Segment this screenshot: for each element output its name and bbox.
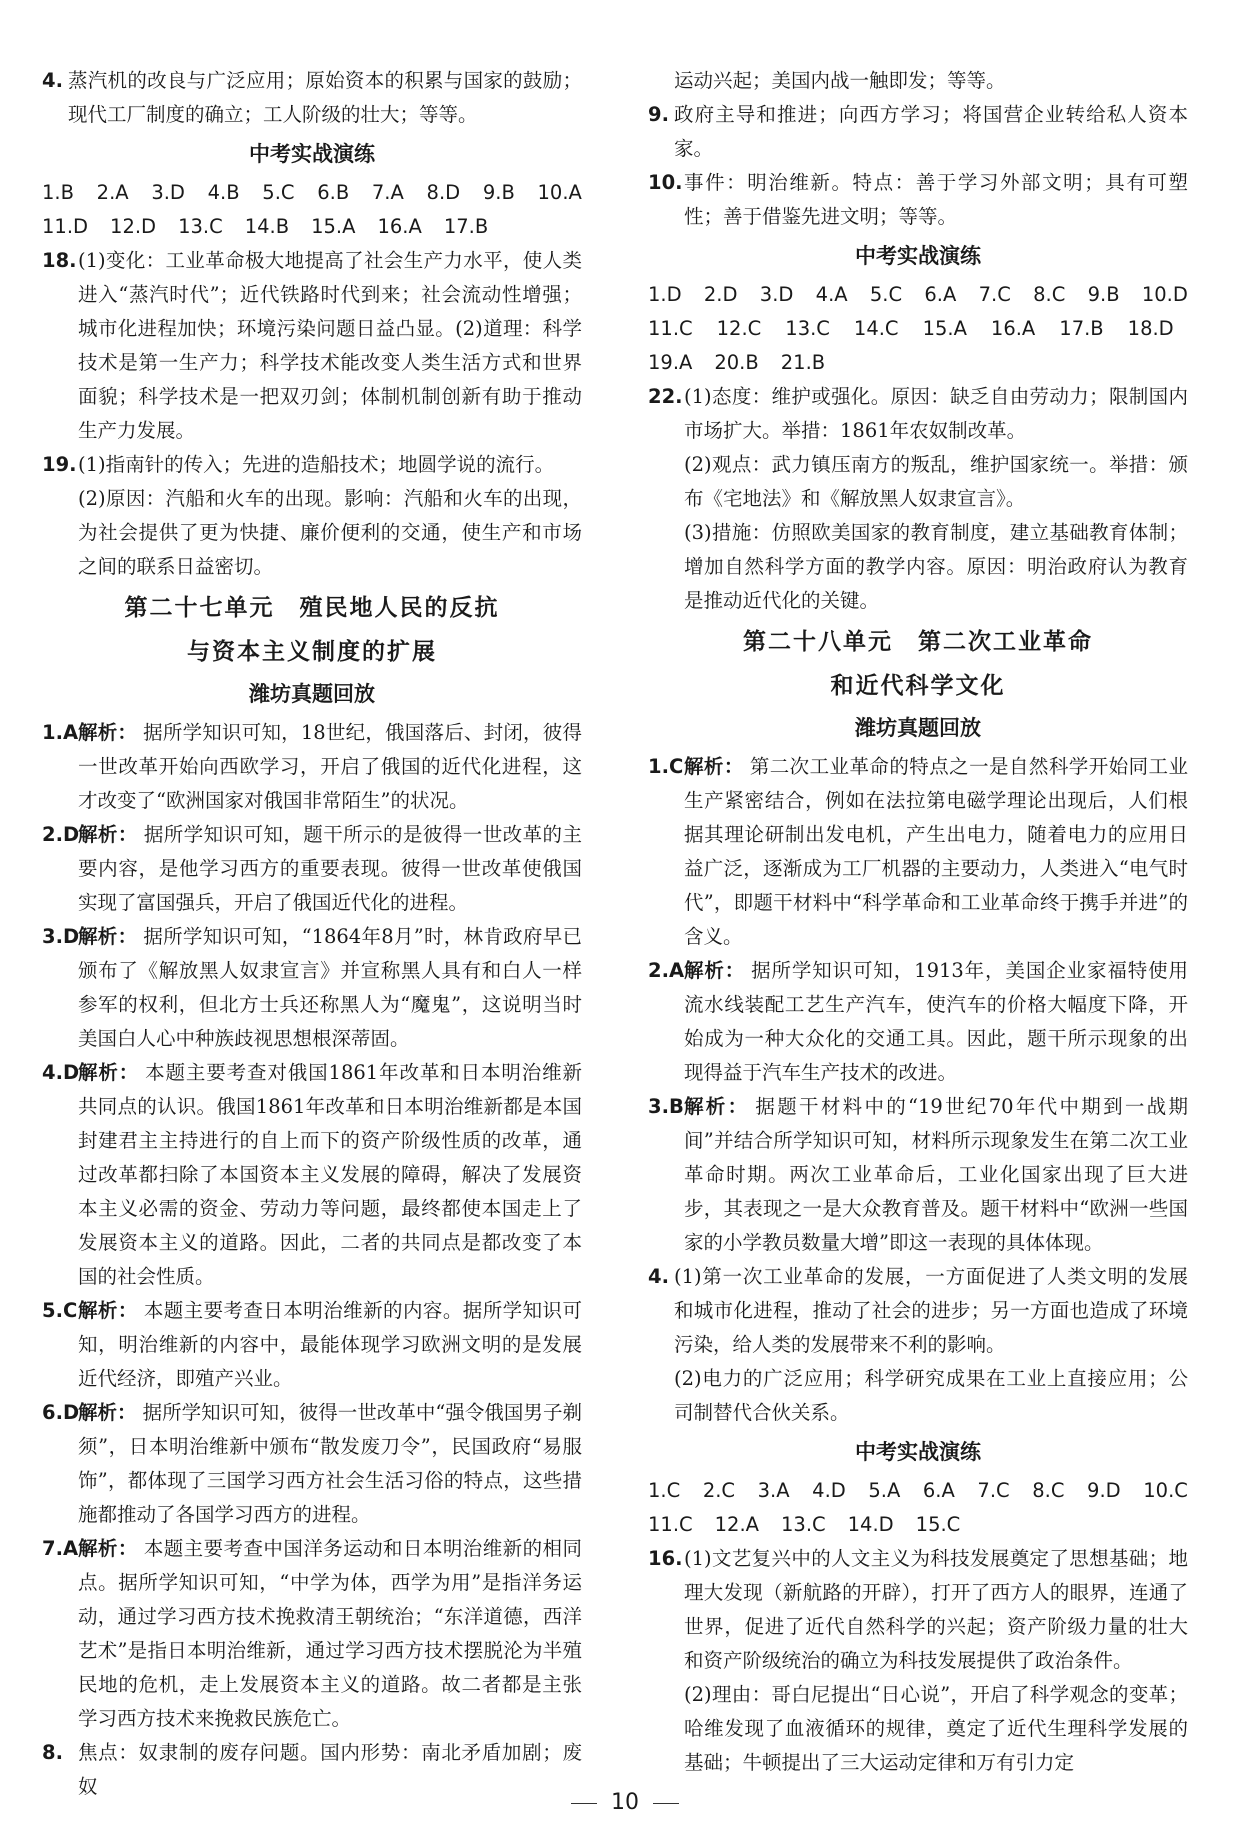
answer: 11.D: [42, 215, 89, 238]
answer: 2.C: [702, 1479, 736, 1502]
answer-item: [648, 750, 1188, 954]
item-number: 4.: [42, 69, 63, 92]
answer: 16.A: [377, 215, 422, 238]
item-text: 本题主要考查中国洋务运动和日本明治维新的相同点。据所学知识可知，“中学为体，西学为用”是指洋务运动，通过学习西方技术挽救清王朝统治；“东洋道德，西洋艺术”是指日本明治维新，通过学习西方技术摆脱沦为半殖民地的危机，走上发展资本主义的道路。故二者都是主张学习西方技术来挽救民族危亡。: [78, 1537, 582, 1730]
answer: 21.B: [780, 351, 826, 374]
answer: 15.A: [311, 215, 356, 238]
answer-item: [648, 1090, 1188, 1260]
analysis-label: 解析：: [78, 1299, 138, 1322]
answer: 6.B: [317, 181, 350, 204]
analysis-label: 解析：: [684, 755, 744, 778]
answer: 19.A: [648, 351, 693, 374]
section-heading: 中考实战演练: [855, 1440, 981, 1464]
answer: 10.D: [1141, 283, 1188, 306]
item-text: (1)态度：维护或强化。原因：缺乏自由劳动力；限制国内市场扩大。举措：1861年农奴制改革。: [684, 385, 1188, 442]
analysis-label: 解析：: [78, 823, 138, 846]
answer: 1.D: [648, 283, 682, 306]
unit-title: 第二十七单元 殖民地人民的反抗: [124, 594, 500, 621]
item-number: 9.: [648, 103, 669, 126]
item-number: 19.: [42, 453, 77, 476]
answer: 11.C: [648, 317, 693, 340]
answer: 7.A: [371, 181, 404, 204]
answer: 15.A: [922, 317, 967, 340]
item-text: 第二次工业革命的特点之一是自然科学开始同工业生产紧密结合，例如在法拉第电磁学理论出现后，人们根据其理论研制出发电机，产生出电力，随着电力的应用日益广泛，逐渐成为工厂机器的主要动力，人类进入“电气时代”，即题干材料中“科学革命和工业革命终于携手并进”的含义。: [684, 755, 1188, 948]
answer: 9.B: [482, 181, 515, 204]
answer: 18.D: [1127, 317, 1174, 340]
item-number: 2.A: [648, 959, 685, 982]
item-text: 事件：明治维新。特点：善于学习外部文明；具有可塑性；善于借鉴先进文明；等等。: [684, 171, 1188, 228]
item-text: 蒸汽机的改良与广泛应用；原始资本的积累与国家的鼓励；现代工厂制度的确立；工人阶级的壮大；等等。: [68, 69, 582, 126]
item-text: (1)第一次工业革命的发展，一方面促进了人类文明的发展和城市化进程，推动了社会的进步；另一方面也造成了环境污染，给人类的发展带来不利的影响。: [674, 1265, 1188, 1356]
item-text: 据所学知识可知，18世纪，俄国落后、封闭，彼得一世改革开始向西欧学习，开启了俄国的近代化进程，这才改变了“欧洲国家对俄国非常陌生”的状况。: [78, 721, 582, 812]
answer: 8.D: [426, 181, 461, 204]
unit-title: 和近代科学文化: [830, 672, 1006, 699]
answer: 10.C: [1143, 1479, 1188, 1502]
item-text: 据所学知识可知，彼得一世改革中“强令俄国男子剃须”，日本明治维新中颁布“散发废刀令”，民国政府“易服饰”，都体现了三国学习西方社会生活习俗的特点，这些措施都推动了各国学习西方的进程。: [78, 1401, 582, 1526]
item-number: 4.: [648, 1265, 669, 1288]
analysis-label: 解析：: [684, 959, 746, 982]
analysis-label: 解析：: [78, 1061, 140, 1084]
answer-item: [648, 380, 1188, 448]
page-number: 10: [611, 1790, 639, 1815]
section-heading: 中考实战演练: [249, 142, 375, 166]
answer-item: [42, 64, 582, 132]
item-number: 8.: [42, 1741, 63, 1764]
answer: 6.A: [924, 283, 957, 306]
answer: 15.C: [915, 1513, 961, 1536]
answer-item: [648, 1260, 1188, 1362]
answer: 14.C: [853, 317, 899, 340]
item-subtext: (2)原因：汽船和火车的出现。影响：汽船和火车的出现，为社会提供了更为快捷、廉价便利的交通，使生产和市场之间的联系日益密切。: [78, 487, 582, 578]
answer-item: [648, 1542, 1188, 1678]
answer: 12.D: [110, 215, 157, 238]
item-text: 据所学知识可知，“1864年8月”时，林肯政府早已颁布了《解放黑人奴隶宣言》并宣称黑人具有和白人一样参军的权利，但北方士兵还称黑人为“魔鬼”，这说明当时美国白人心中种族歧视思想根深蒂固。: [78, 925, 582, 1050]
analysis-label: 解析：: [684, 1095, 750, 1118]
answer: 1.B: [42, 181, 74, 204]
answer-item: [42, 716, 582, 818]
answer: 9.D: [1087, 1479, 1121, 1502]
answer: 3.D: [759, 283, 794, 306]
unit-title: 与资本主义制度的扩展: [187, 638, 437, 665]
item-text: 据所学知识可知，1913年，美国企业家福特使用流水线装配工艺生产汽车，使汽车的价格大幅度下降，开始成为一种大众化的交通工具。因此，题干所示现象的出现得益于汽车生产技术的改进。: [684, 959, 1188, 1084]
answer: 5.C: [262, 181, 295, 204]
item-continuation: 运动兴起；美国内战一触即发；等等。: [674, 69, 1006, 92]
answer: 3.A: [757, 1479, 790, 1502]
answer: 4.D: [812, 1479, 846, 1502]
item-number: 4.D: [42, 1061, 80, 1084]
answer: 16.A: [990, 317, 1036, 340]
item-number: 1.A: [42, 721, 79, 744]
item-number: 7.A: [42, 1537, 79, 1560]
answer: 12.C: [716, 317, 762, 340]
answer: 10.A: [537, 181, 582, 204]
answer-item: [42, 1532, 582, 1736]
answer-row: [648, 346, 1188, 380]
answer: 2.A: [96, 181, 129, 204]
answer-item: [42, 1396, 582, 1532]
answer-item: [648, 954, 1188, 1090]
analysis-label: 解析：: [78, 1401, 137, 1424]
item-number: 3.D: [42, 925, 80, 948]
answer-row: [648, 278, 1188, 312]
analysis-label: 解析：: [78, 925, 138, 948]
answer: 13.C: [178, 215, 223, 238]
item-number: 10.: [648, 171, 683, 194]
footer-dash: [653, 1803, 679, 1804]
answer: 4.B: [207, 181, 240, 204]
answer: 7.C: [978, 283, 1011, 306]
left-column: [42, 64, 582, 1804]
item-number: 18.: [42, 249, 77, 272]
answer: 17.B: [1059, 317, 1104, 340]
answer: 14.D: [847, 1513, 894, 1536]
item-number: 22.: [648, 385, 683, 408]
item-text: 据所学知识可知，题干所示的是彼得一世改革的主要内容，是他学习西方的重要表现。彼得一世改革使俄国实现了富国强兵，开启了俄国近代化的进程。: [78, 823, 582, 914]
answer: 2.D: [703, 283, 738, 306]
item-number: 2.D: [42, 823, 80, 846]
item-subtext: (3)措施：仿照欧美国家的教育制度，建立基础教育体制；增加自然科学方面的教学内容。原因：明治政府认为教育是推动近代化的关键。: [684, 521, 1188, 612]
page-footer: [0, 1790, 1250, 1815]
item-number: 1.C: [648, 755, 684, 778]
answer-row: [648, 1474, 1188, 1508]
section-heading: 潍坊真题回放: [855, 716, 981, 740]
answer-item: [648, 98, 1188, 166]
answer: 9.B: [1087, 283, 1120, 306]
item-text: (1)变化：工业革命极大地提高了社会生产力水平，使人类进入“蒸汽时代”；近代铁路时代到来；社会流动性增强；城市化进程加快；环境污染问题日益凸显。(2)道理：科学技术是第一生产力；科学技术能改变人类生活方式和世界面貌；科学技术是一把双刃剑；体制机制创新有助于推动生产力发展。: [78, 249, 582, 442]
answer: 6.A: [922, 1479, 955, 1502]
item-text: 据题干材料中的“19世纪70年代中期到一战期间”并结合所学知识可知，材料所示现象发生在第二次工业革命时期。两次工业革命后，工业化国家出现了巨大进步，其表现之一是大众教育普及。题干材料中“欧洲一些国家的小学教员数量大增”即这一表现的具体体现。: [684, 1095, 1188, 1254]
answer-row: [648, 312, 1188, 346]
footer-dash: [571, 1803, 597, 1804]
item-text: 本题主要考查日本明治维新的内容。据所学知识可知，明治维新的内容中，最能体现学习欧洲文明的是发展近代经济，即殖产兴业。: [78, 1299, 582, 1390]
answer-item: [42, 1056, 582, 1294]
answer-row: [42, 176, 582, 210]
answer: 12.A: [714, 1513, 759, 1536]
item-subtext: (2)理由：哥白尼提出“日心说”，开启了科学观念的变革；哈维发现了血液循环的规律，奠定了近代生理科学发展的基础；牛顿提出了三大运动定律和万有引力定: [684, 1683, 1188, 1774]
analysis-label: 解析：: [78, 1537, 138, 1560]
answer-item: [648, 166, 1188, 234]
answer: 13.C: [781, 1513, 826, 1536]
section-heading: 中考实战演练: [855, 244, 981, 268]
answer-item: [42, 1294, 582, 1396]
answer: 5.C: [869, 283, 903, 306]
item-text: (1)文艺复兴中的人文主义为科技发展奠定了思想基础；地理大发现（新航路的开辟），打开了西方人的眼界，连通了世界，促进了近代自然科学的兴起；资产阶级力量的壮大和资产阶级统治的确立为科技发展提供了政治条件。: [684, 1547, 1188, 1672]
answer-item: [42, 244, 582, 448]
answer-item: [42, 448, 582, 482]
right-column: [648, 64, 1188, 1780]
item-text: 政府主导和推进；向西方学习；将国营企业转给私人资本家。: [674, 103, 1188, 160]
item-subtext: (2)观点：武力镇压南方的叛乱，维护国家统一。举措：颁布《宅地法》和《解放黑人奴隶宣言》。: [684, 453, 1188, 510]
answer: 1.C: [648, 1479, 681, 1502]
answer-row: [648, 1508, 1188, 1542]
answer: 8.C: [1032, 1479, 1065, 1502]
item-number: 5.C: [42, 1299, 78, 1322]
item-text: 本题主要考查对俄国1861年改革和日本明治维新共同点的认识。俄国1861年改革和日本明治维新都是本国封建君主主持进行的自上而下的资产阶级性质的改革，通过改革都扫除了本国资本主义发展的障碍，解决了发展资本主义必需的资金、劳动力等问题，最终都使本国走上了发展资本主义的道路。因此，二者的共同点是都改变了本国的社会性质。: [78, 1061, 582, 1288]
section-heading: 潍坊真题回放: [249, 682, 375, 706]
item-text: (1)指南针的传入；先进的造船技术；地圆学说的流行。: [78, 453, 555, 476]
answer: 5.A: [868, 1479, 901, 1502]
item-number: 6.D: [42, 1401, 80, 1424]
answer: 4.A: [815, 283, 848, 306]
item-number: 3.B: [648, 1095, 684, 1118]
answer: 8.C: [1033, 283, 1066, 306]
answer-item: [42, 818, 582, 920]
answer: 3.D: [151, 181, 185, 204]
item-number: 16.: [648, 1547, 683, 1570]
unit-title: 第二十八单元 第二次工业革命: [743, 628, 1093, 655]
answer-row: [42, 210, 582, 244]
analysis-label: 解析：: [78, 721, 138, 744]
answer: 7.C: [977, 1479, 1010, 1502]
item-text: 焦点：奴隶制的废存问题。国内形势：南北矛盾加剧；废奴: [78, 1741, 582, 1798]
answer: 14.B: [244, 215, 290, 238]
answer: 20.B: [714, 351, 759, 374]
answer: 17.B: [443, 215, 489, 238]
answer-item: [42, 920, 582, 1056]
item-subtext: (2)电力的广泛应用；科学研究成果在工业上直接应用；公司制替代合伙关系。: [674, 1367, 1188, 1424]
answer: 11.C: [648, 1513, 693, 1536]
answer: 13.C: [785, 317, 830, 340]
